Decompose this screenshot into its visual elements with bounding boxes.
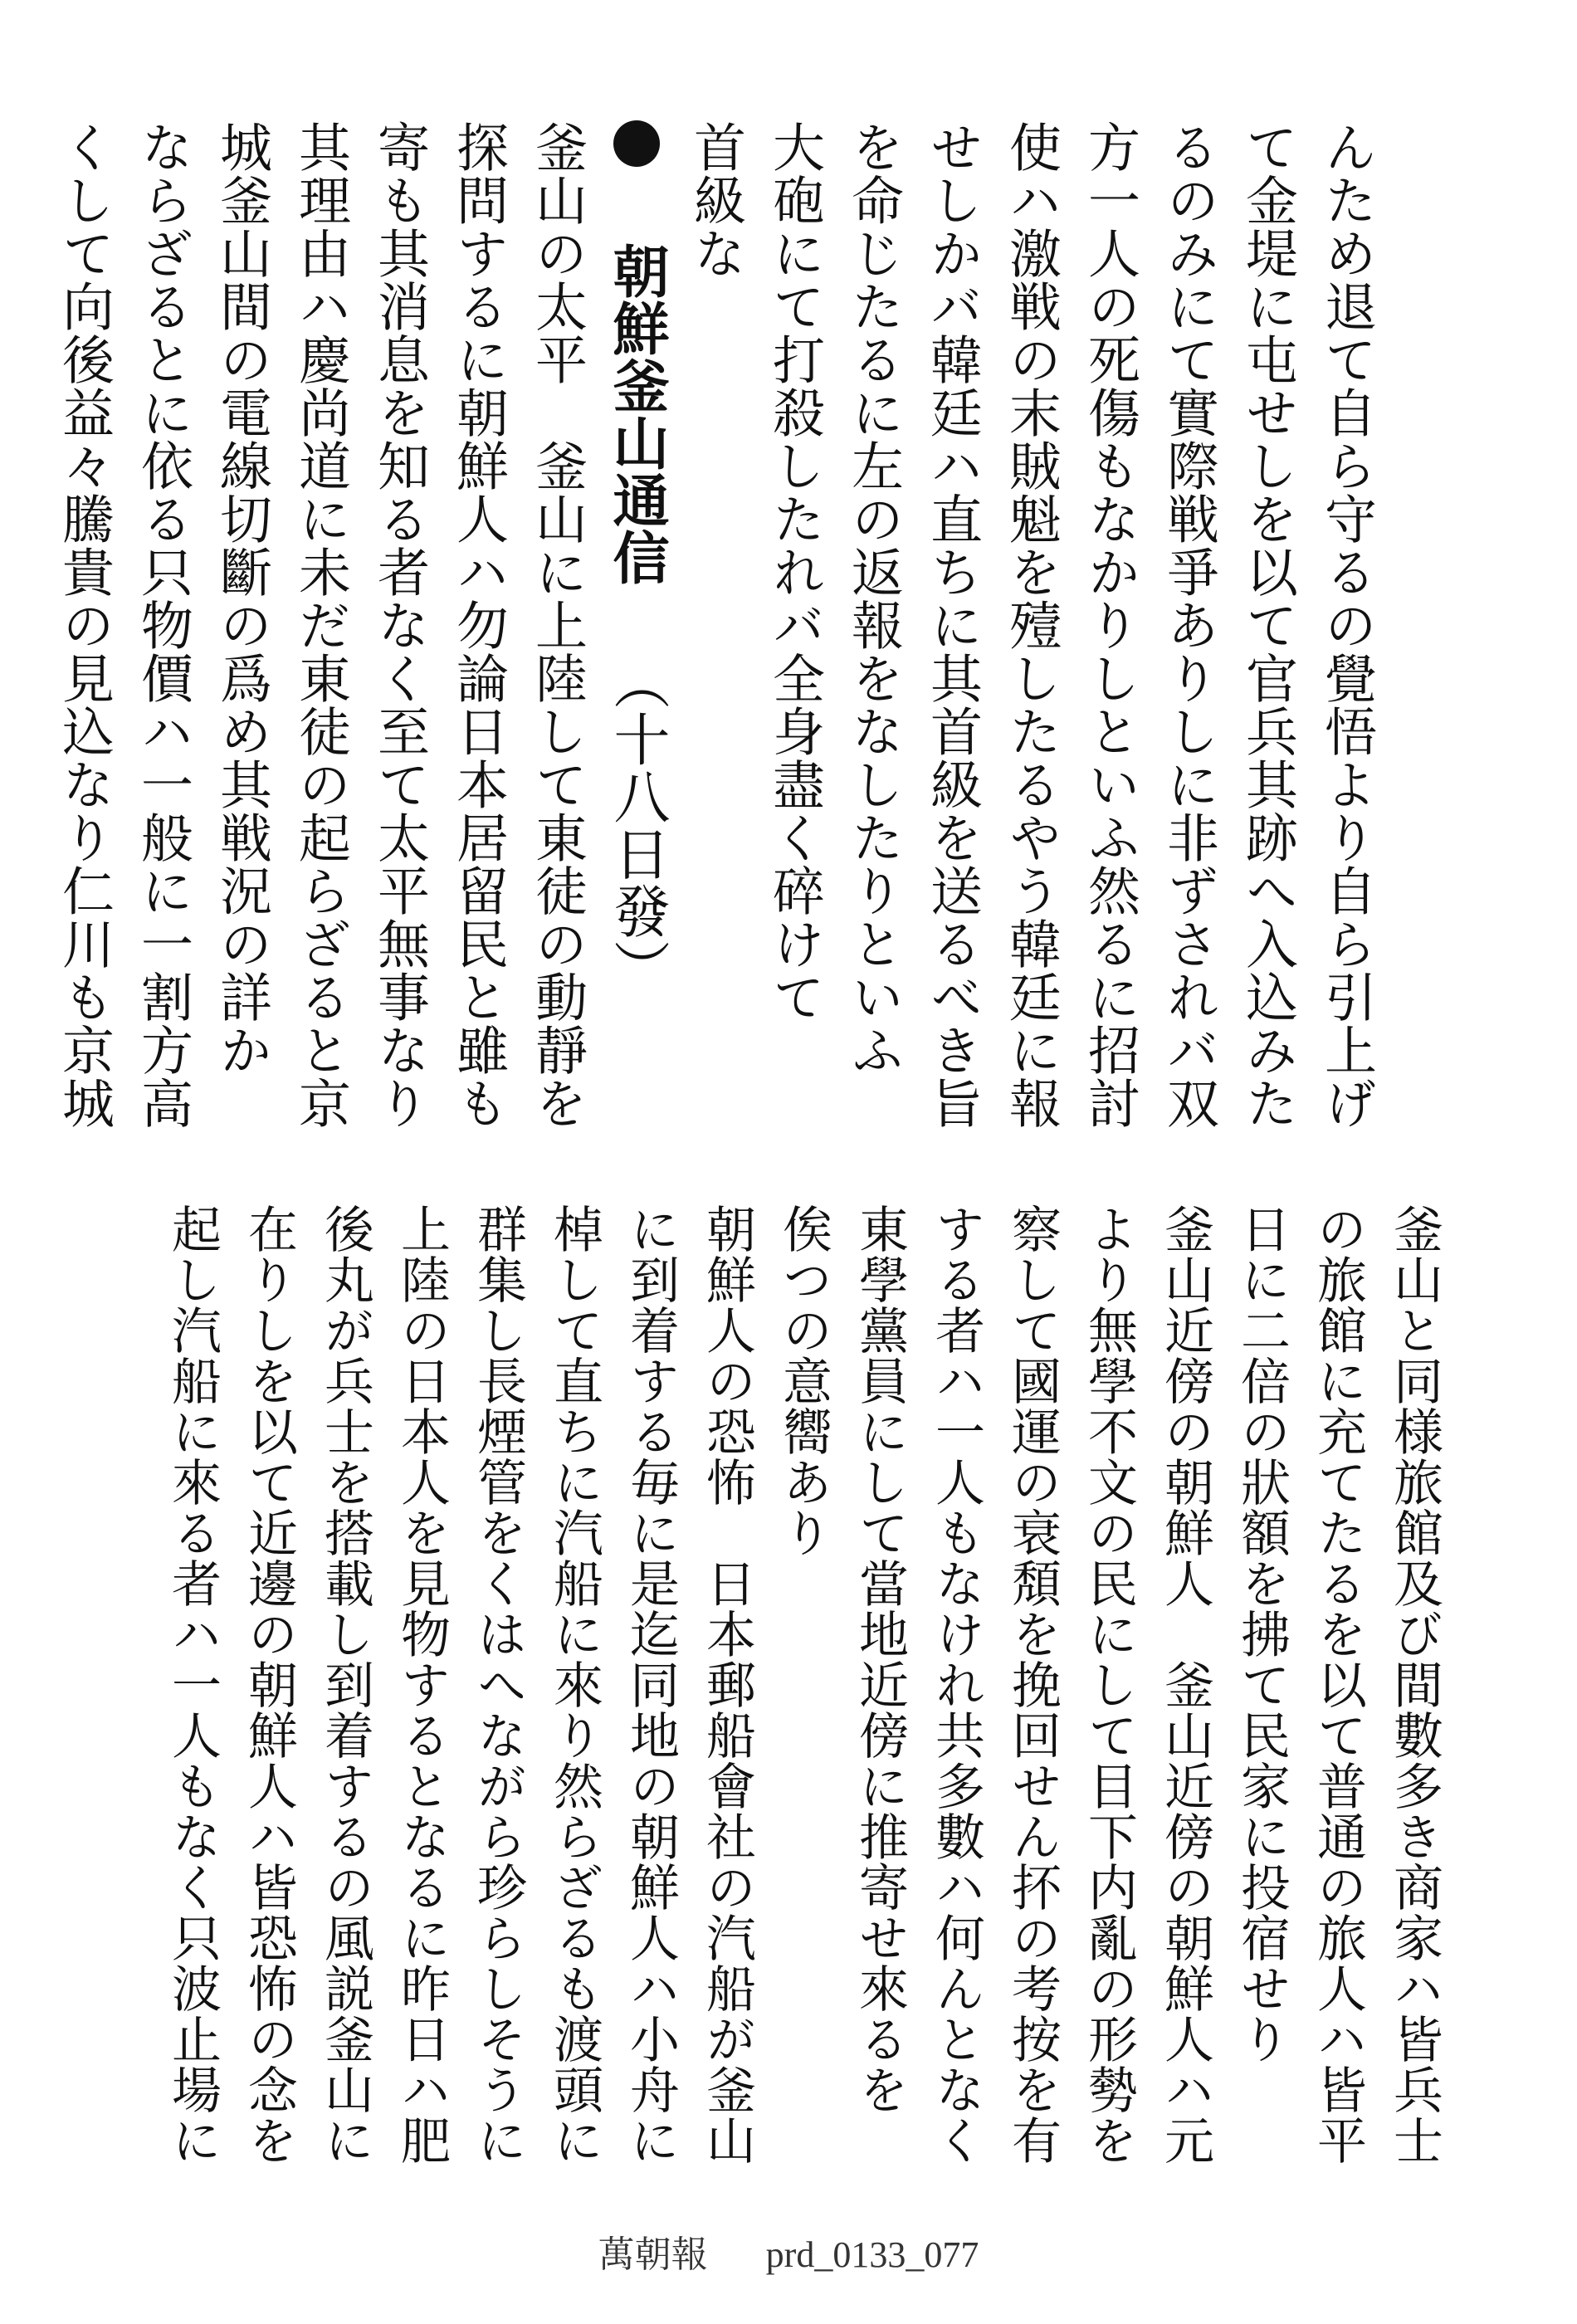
text-column: 大砲にて打殺したれバ全身盡く碎けて bbox=[764, 120, 825, 1023]
headline-title: 朝鮮釜山通信 bbox=[603, 242, 670, 586]
text-column: せしかバ韓廷ハ直ちに其首級を送るべき旨 bbox=[922, 120, 983, 1130]
text-column: 俟つの意嚮あり bbox=[774, 1204, 832, 1558]
text-column: 方一人の死傷もなかりしといふ然るに招討 bbox=[1080, 120, 1140, 1130]
article-column: くして向後益々騰貴の見込なり仁川も京城 bbox=[54, 120, 115, 1130]
source-name: 萬朝報 bbox=[598, 2234, 708, 2275]
text-column: 在りしを以て近邊の朝鮮人ハ皆恐怖の念を bbox=[240, 1204, 298, 2165]
page-id: prd_0133_077 bbox=[765, 2234, 979, 2275]
text-column: 首級な bbox=[686, 120, 746, 280]
article-column: 探問するに朝鮮人ハ勿論日本居留民と雖も bbox=[448, 120, 509, 1130]
text-column: 起し汽船に來る者ハ一人もなく只波止場に bbox=[164, 1204, 222, 2165]
text-column: 察して國運の衰頽を挽回せん抔の考按を有 bbox=[1003, 1204, 1062, 2165]
text-column: 上陸の日本人を見物するとなるに昨日ハ肥 bbox=[393, 1204, 451, 2165]
text-column: んため退て自ら守るの覺悟より自ら引上げ bbox=[1316, 120, 1377, 1130]
article-column: 釜山の太平 釜山に上陸して東徒の動靜を bbox=[527, 120, 588, 1130]
text-column: るのみにて實際戦爭ありしに非ずされバ双 bbox=[1159, 120, 1219, 1130]
article-column: 其理由ハ慶尚道に未だ東徒の起らざると京 bbox=[290, 120, 351, 1130]
page-footer bbox=[0, 2224, 1577, 2278]
article-headline bbox=[597, 120, 676, 1150]
text-column: より無學不文の民にして目下内亂の形勢を bbox=[1080, 1204, 1138, 2165]
text-column: 群集し長煙管をくはへながら珍らしそうに bbox=[469, 1204, 527, 2165]
article-column: ならざるとに依る只物價ハ一般に一割方高 bbox=[133, 120, 193, 1130]
upper-text-block bbox=[45, 120, 1386, 1150]
text-column: する者ハ一人もなけれ共多數ハ何んとなく bbox=[927, 1204, 985, 2165]
text-column: 釜山近傍の朝鮮人 釜山近傍の朝鮮人ハ元 bbox=[1156, 1204, 1214, 2165]
lower-text-block bbox=[154, 1204, 1452, 2165]
headline-date: （十八日發） bbox=[604, 653, 670, 997]
text-column: に到着する毎に是迄同地の朝鮮人ハ小舟に bbox=[622, 1204, 680, 2165]
text-column: の旅館に充てたるを以て普通の旅人ハ皆平 bbox=[1309, 1204, 1367, 2165]
text-column: を命じたるに左の返報をなしたりといふ bbox=[843, 120, 904, 1077]
text-column: 棹して直ちに汽船に來り然らざるも渡頭に bbox=[545, 1204, 603, 2165]
text-column: 釜山と同様旅館及び間數多き商家ハ皆兵士 bbox=[1385, 1204, 1443, 2165]
article-column: 城釜山間の電線切斷の爲め其戦況の詳か bbox=[212, 120, 272, 1077]
article-column: 寄も其消息を知る者なく至て太平無事なり bbox=[369, 120, 430, 1130]
text-column: 後丸が兵士を搭載し到着するの風説釜山に bbox=[316, 1204, 374, 2165]
text-column: 使ハ激戦の末賊魁を殪したるやう韓廷に報 bbox=[1001, 120, 1062, 1130]
text-column: て金堤に屯せしを以て官兵其跡へ入込みた bbox=[1238, 120, 1298, 1130]
text-column: 日に二倍の狀額を拂て民家に投宿せり bbox=[1233, 1204, 1291, 2064]
text-column: 朝鮮人の恐怖 日本郵船會社の汽船が釜山 bbox=[698, 1204, 756, 2165]
bullet-icon bbox=[613, 120, 660, 167]
text-column: 東學黨員にして當地近傍に推寄せ來るを bbox=[851, 1204, 909, 2115]
